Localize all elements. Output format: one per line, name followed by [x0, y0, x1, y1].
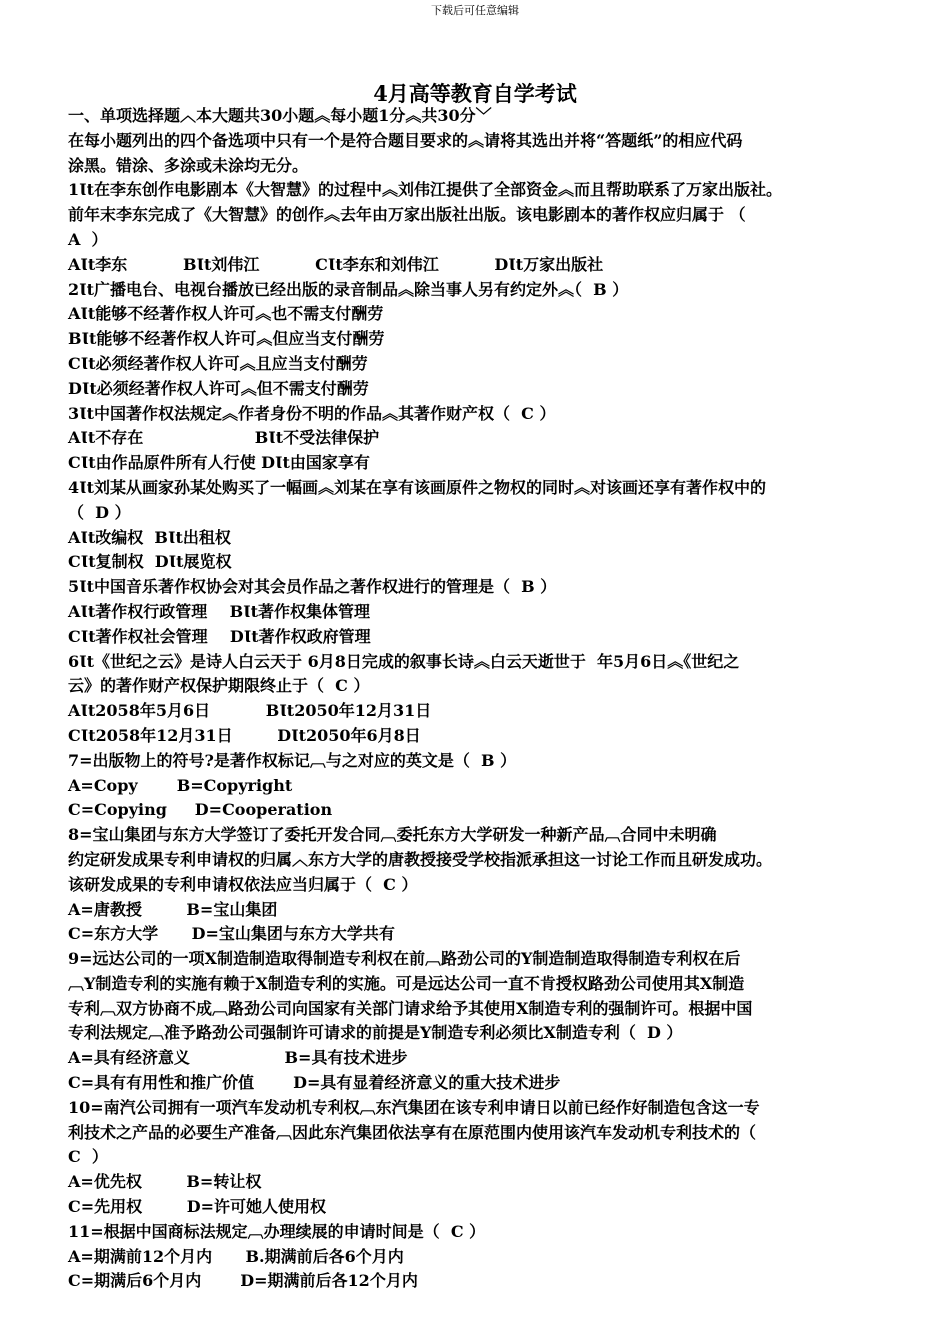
text-line: 10=南汽公司拥有一项汽车发动机专利权︹东汽集团在该专利申请日以前已经作好制造包含这一专: [68, 1097, 760, 1117]
text-line: C ）: [68, 1147, 108, 1167]
page-title: 4月高等教育自学考试: [373, 81, 577, 106]
text-line: 5Ɩt中国音乐著作权协会对其会员作品之著作权进行的管理是（ B ）: [68, 577, 557, 597]
text-line: A=具有经济意义 B=具有技术进步: [68, 1048, 408, 1068]
text-line: 在每小题列出的四个备选项中只有一个是符合题目要求的︽请将其选出并将“答题纸”的相应代码: [68, 130, 743, 150]
document-body: [68, 104, 918, 1294]
text-line: C=东方大学 D=宝山集团与东方大学共有: [68, 924, 395, 944]
text-line: 前年末李东完成了《大智慧》的创作︽去年由万家出版社出版。该电影剧本的著作权应归属于 （: [68, 205, 746, 225]
text-line: AƖt改编权 BƖt出租权: [68, 527, 231, 547]
text-line: A=优先权 B=转让权: [68, 1172, 262, 1192]
text-line: AƖt著作权行政管理 BƖt著作权集体管理: [68, 601, 370, 621]
text-line: 利技术之产品的必要生产准备︹因此东汽集团依法享有在原范围内使用该汽车发动机专利技术的（: [68, 1122, 757, 1142]
text-line: AƖt不存在 BƖt不受法律保护: [68, 428, 380, 448]
text-line: C=期满后6个月内 D=期满前后各12个月内: [68, 1271, 418, 1291]
text-line: CƖt2058年12月31日 DƖt2050年6月8日: [68, 725, 421, 745]
text-line: A=唐教授 B=宝山集团: [68, 899, 278, 919]
text-line: 2Ɩt广播电台、电视台播放已经出版的录音制品︽除当事人另有约定外︽（ B ）: [68, 279, 629, 299]
text-line: 约定研发成果专利申请权的归属︿东方大学的唐教授接受学校指派承担这一讨论工作而且研发成功。: [68, 849, 773, 869]
text-line: （ D ）: [68, 502, 131, 522]
text-line: 4Ɩt刘某从画家孙某处购买了一幅画︽刘某在享有该画原件之物权的同时︽对该画还享有著作权中的: [68, 477, 767, 497]
text-line: 1Ɩt在李东创作电影剧本《大智慧》的过程中︽刘伟江提供了全部资金︽而且帮助联系了万家出版社。: [68, 180, 783, 200]
text-line: CƖt由作品原件所有人行使 DƖt由国家享有: [68, 453, 370, 473]
text-line: BƖt能够不经著作权人许可︽但应当支付酬劳: [68, 329, 385, 349]
text-line: ︹Y制造专利的实施有赖于X制造专利的实施。可是远达公司一直不肯授权路劲公司使用其X制造: [68, 973, 745, 993]
text-line: 6Ɩt《世纪之云》是诗人白云天于 6月8日完成的叙事长诗︽白云天逝世于 年5月6日︽《世纪之: [68, 651, 740, 671]
text-line: 8=宝山集团与东方大学签订了委托开发合同︹委托东方大学研发一种新产品︹合同中未明确: [68, 825, 717, 845]
text-line: 一、单项选择题︿本大题共30小题︽每小题1分︽共30分﹀: [68, 106, 492, 125]
text-line: AƖt李东 BƖt刘伟江 CƖt李东和刘伟江 DƖt万家出版社: [68, 254, 604, 274]
text-line: C=具有有用性和推广价值 D=具有显着经济意义的重大技术进步: [68, 1073, 561, 1093]
text-line: 涂黑。错涂、多涂或未涂均无分。: [68, 155, 309, 175]
text-line: CƖt著作权社会管理 DƖt著作权政府管理: [68, 626, 371, 646]
text-line: A=Copy B=Copyright: [68, 775, 293, 795]
text-line: 9=远达公司的一项X制造制造取得制造专利权在前︹路劲公司的Y制造制造取得制造专利权在后: [68, 949, 741, 969]
text-line: 云》的著作财产权保护期限终止于（ C ）: [68, 676, 370, 696]
text-line: 11=根据中国商标法规定︹办理续展的申请时间是（ C ）: [68, 1221, 486, 1241]
header-note: 下载后可任意编辑: [431, 4, 519, 17]
text-line: AƖt2058年5月6日 BƖt2050年12月31日: [68, 701, 432, 721]
text-line: 专利︹双方协商不成︹路劲公司向国家有关部门请求给予其使用X制造专利的强制许可。根据中国: [68, 998, 753, 1018]
text-line: 7=出版物上的符号?是著作权标记︹与之对应的英文是（ B ）: [68, 750, 517, 770]
text-line: C=Copying D=Cooperation: [68, 800, 333, 820]
text-line: C=先用权 D=许可她人使用权: [68, 1197, 326, 1217]
text-line: A ）: [68, 229, 108, 249]
text-line: 该研发成果的专利申请权依法应当归属于（ C ）: [68, 874, 418, 894]
text-line: CƖt必须经著作权人许可︽且应当支付酬劳: [68, 353, 368, 373]
text-line: 专利法规定︹准予路劲公司强制许可请求的前提是Y制造专利必须比X制造专利（ D ）: [68, 1023, 683, 1043]
text-line: 3Ɩt中国著作权法规定︽作者身份不明的作品︽其著作财产权（ C ）: [68, 403, 556, 423]
text-line: DƖt必须经著作权人许可︽但不需支付酬劳: [68, 378, 369, 398]
text-line: CƖt复制权 DƖt展览权: [68, 552, 232, 572]
text-line: A=期满前12个月内 B.期满前后各6个月内: [68, 1246, 404, 1266]
text-line: AƖt能够不经著作权人许可︽也不需支付酬劳: [68, 304, 384, 324]
